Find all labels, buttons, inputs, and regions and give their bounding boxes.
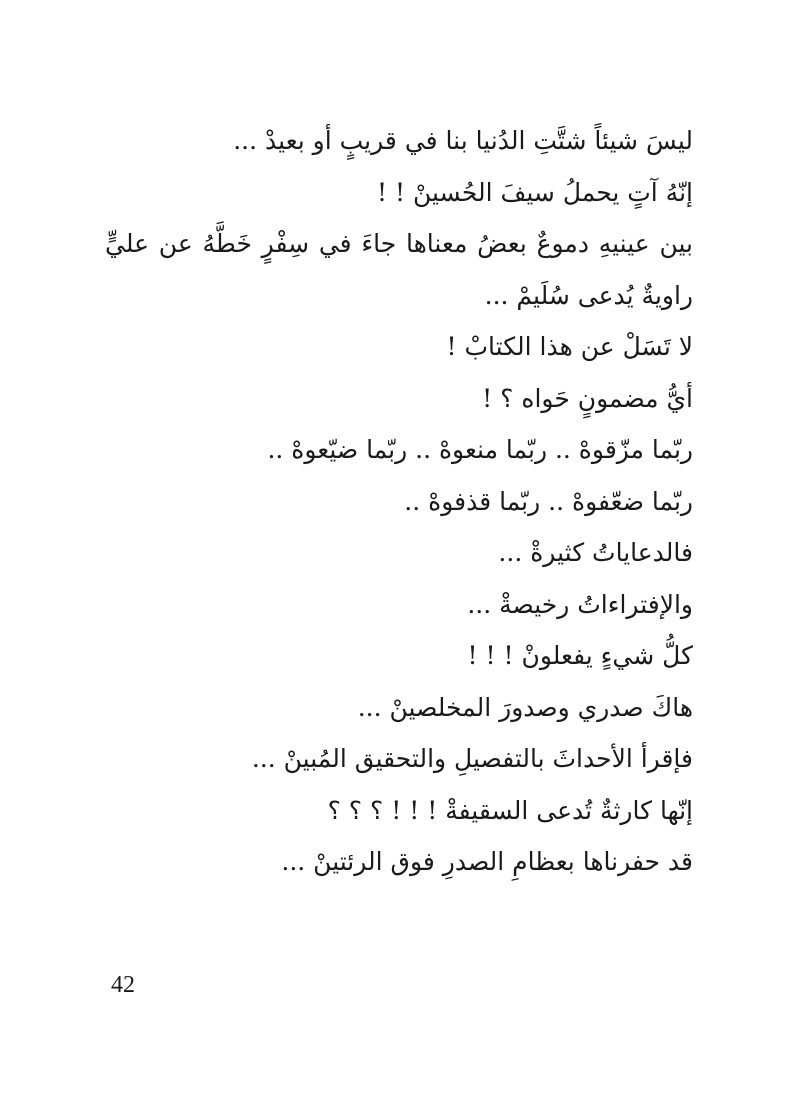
page-number: 42 <box>111 972 135 998</box>
poem-line: فالدعاياتُ كثيرةْ ... <box>498 538 693 567</box>
poem-line: إنّهُ آتٍ يحملُ سيفَ الحُسينْ ! ! <box>377 177 693 207</box>
poem-line: راويةٌ يُدعى سُلَيمْ ... <box>484 280 693 310</box>
poem-line: كلُّ شيءٍ يفعلونْ ! ! ! <box>467 641 693 670</box>
poem-line: قد حفرناها بعظامِ الصدرِ فوق الرئتينْ ... <box>281 847 693 876</box>
poem-line: فإقرأ الأحداثَ بالتفصيلِ والتحقيق المُبينْ ... <box>251 744 693 773</box>
poem-line: ربّما مزّقوهْ .. ربّما منعوهْ .. ربّما ضيّعوهْ .. <box>267 435 693 464</box>
poem-line: لا تَسَلْ عن هذا الكتابْ ! <box>446 332 693 361</box>
poem-text <box>105 118 693 891</box>
poem-line: والإفتراءاتُ رخيصةْ ... <box>467 589 693 619</box>
poem-line: ليسَ شيئاً شتَّتِ الدُنيا بنا في قريبٍ أو بعيدْ ... <box>233 126 693 155</box>
poem-line: ربّما ضعّفوهْ .. ربّما قذفوهْ .. <box>404 486 693 516</box>
poem-line: هاكَ صدري وصدورَ المخلصينْ ... <box>357 692 693 722</box>
poem-line: أيُّ مضمونٍ حَواه ؟ ! <box>482 383 693 413</box>
poem-line: إنّها كارثةٌ تُدعى السقيفةْ ! ! ! ؟ ؟ ؟ <box>327 795 693 825</box>
poem-line: بين عينيهِ دموعٌ بعضُ معناها جاءَ في سِفْرٍ خَطَّهُ عن عليٍّ <box>105 229 693 258</box>
